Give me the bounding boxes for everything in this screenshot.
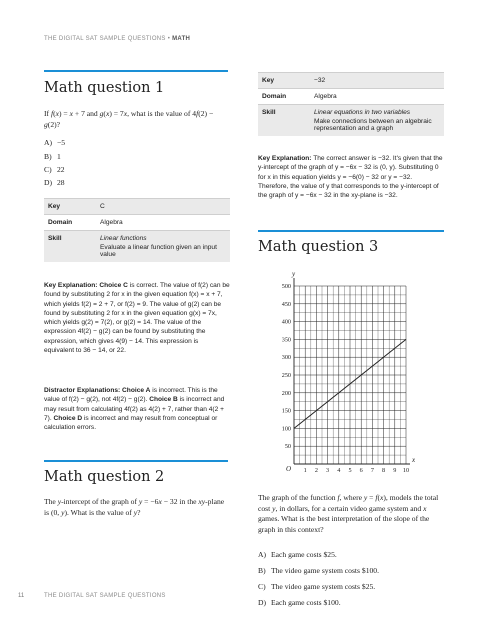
q1-domain-value: Algebra: [96, 215, 230, 231]
q3-option-a[interactable]: A) Each game costs $25.: [258, 550, 337, 559]
q1-domain-label: Domain: [44, 215, 96, 231]
q2-skill-value: Linear equations in two variables Make connections between an algebraic representation and a graph: [310, 105, 444, 137]
q1-distractor-explanation: Distractor Explanations: Choice A is incorrect. This is the value of f(2) − g(2), not 4f(2) − g(2). Choice B is incorrect and may result from calculating 4f(2) as 4(2) + 7, rather than 4(2 + 7). Choice D is incorrect and may result from conceptual or calculation errors.: [44, 387, 225, 432]
q2-domain-value: Algebra: [310, 89, 444, 105]
x-tick-label: 9: [393, 467, 397, 474]
q2-key-explanation: Key Explanation: The correct answer is −32. It's given that the y-intercept of the graph of y = −6x − 32 is (0, y). Substituting 0 for x in this equation yields y = −6(0) − 32 or y = −32. Therefore, the value of y that corresponds to the y-intercept of the graph of y = −6x − 32 in the xy-plane is −32.: [258, 155, 443, 200]
x-tick-label: 2: [314, 467, 318, 474]
q2-key-label: Key: [258, 73, 310, 89]
y-tick-label: 450: [281, 300, 291, 308]
q3-graph: [258, 268, 414, 480]
x-tick-label: 1: [303, 467, 307, 474]
q1-prompt: If f(x) = x + 7 and g(x) = 7x, what is the value of 4f(2) − g(2)?: [44, 109, 214, 129]
q3-chart-svg: [258, 268, 414, 480]
q3-prompt: The graph of the function f, where y = f(x), models the total cost y, in dollars, for a certain video game system and x games. What is the best interpretation of the slope of the graph in this context?: [258, 493, 439, 534]
y-axis-label: y: [292, 270, 296, 278]
q1-option-d[interactable]: D) 28: [44, 178, 65, 187]
x-tick-label: 8: [382, 467, 386, 474]
q1-key-explanation: Key Explanation: Choice C is correct. The value of f(2) can be found by substituting 2 for x in the given equation f(x) = x + 7, which yields f(2) = 2 + 7, or f(2) = 9. The value of g(2) can be found by substituting 2 for x in the given equation g(x) = 7x, which yields g(2) = 7(2), or g(2) = 14. The value of the expression 4f(2) − g(2) can be found by substituting the expression, which gives 4(9) − 14. This expression is equivalent to 36 − 14, or 22.: [44, 282, 230, 355]
q1-title: Math question 1: [44, 80, 165, 96]
q1-key-value: C: [96, 199, 230, 215]
q1-key-label: Key: [44, 199, 96, 215]
y-tick-label: 250: [281, 372, 291, 379]
q1-skill-value: Linear functions Evaluate a linear function given an input value: [96, 231, 230, 263]
q2-key-value: −32: [310, 73, 444, 89]
q3-option-b[interactable]: B) The video game system costs $100.: [258, 566, 379, 575]
q1-rule: [44, 70, 228, 72]
x-tick-label: 7: [370, 467, 374, 474]
x-axis-label: x: [412, 456, 416, 464]
y-tick-label: 500: [281, 283, 291, 290]
q1-option-b[interactable]: B) 1: [44, 152, 61, 161]
y-tick-label: 350: [281, 336, 291, 344]
q1-option-a[interactable]: A) −5: [44, 138, 66, 147]
y-tick-label: 50: [284, 443, 291, 451]
origin-label: O: [285, 465, 291, 473]
q2-skill-label: Skill: [258, 105, 310, 137]
x-tick-label: 4: [337, 467, 341, 474]
q2-rule: [44, 460, 228, 462]
q2-title: Math question 2: [44, 469, 165, 485]
page-number: 11: [18, 593, 25, 599]
x-tick-label: 5: [348, 467, 352, 474]
q1-option-c[interactable]: C) 22: [44, 165, 65, 174]
q3-option-c[interactable]: C) The video game system costs $25.: [258, 582, 376, 591]
q3-title: Math question 3: [258, 239, 379, 255]
q3-option-d[interactable]: D) Each game costs $100.: [258, 598, 341, 607]
y-tick-label: 300: [281, 354, 291, 362]
x-tick-label: 10: [402, 467, 410, 474]
y-tick-label: 200: [281, 389, 291, 397]
y-tick-label: 100: [281, 425, 291, 433]
q1-skill-label: Skill: [44, 231, 96, 263]
q2-prompt: The y-intercept of the graph of y = −6x − 32 in the xy-plane is (0, y). What is the value of y?: [44, 497, 225, 517]
x-tick-label: 3: [326, 467, 330, 474]
q2-domain-label: Domain: [258, 89, 310, 105]
page-footer: THE DIGITAL SAT SAMPLE QUESTIONS: [44, 593, 166, 599]
q1-meta-table: [44, 198, 230, 262]
q3-rule: [258, 230, 444, 232]
q2-meta-table: [258, 72, 444, 136]
page-header: THE DIGITAL SAT SAMPLE QUESTIONS • MATH: [44, 36, 191, 42]
y-tick-label: 400: [281, 318, 291, 326]
y-tick-label: 150: [281, 407, 291, 415]
x-tick-label: 6: [359, 467, 363, 474]
